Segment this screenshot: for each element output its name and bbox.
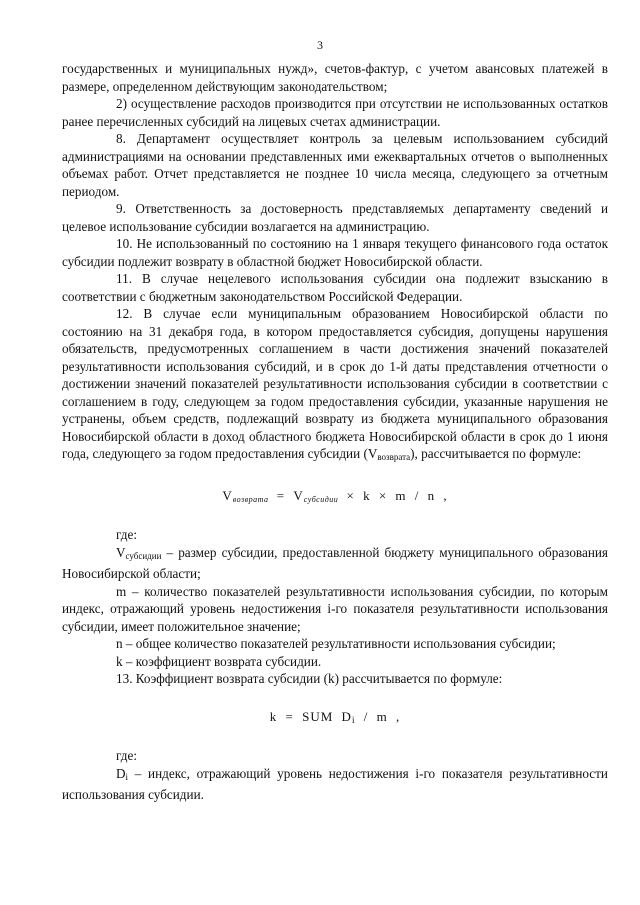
def-v-sub: субсидии (125, 550, 162, 561)
formula1-v1: V (222, 487, 233, 503)
paragraph-item-2: 2) осуществление расходов производится при отсутствии не использованных остатков ранее перечисленных субсидий на лицевых счетах администрации. (62, 96, 608, 129)
formula2-right: / m , (363, 708, 401, 724)
formula1-v1-sub: возврата (232, 494, 269, 504)
def-v: V (116, 544, 126, 560)
formula1-eq: = (276, 487, 286, 503)
paragraph-12-text: 12. В случае если муниципальным образованием Новосибирской области по состоянию на 31 декабря года, в котором предоставляется субсидия, допущены нарушения обязательств, предусмотренных соглашением в части достижения значений показателей результативности использования субсидий, и в срок до 1-й даты представления отчетности о достижении значений показателей результативности использования субсидии в соответствии с соглашением в году, следующем за годом предоставления субсидии, указанные нарушения не устранены, объем средств, подлежащий возврату из бюджета муниципального образования Новосибирской области в доход областного бюджета Новосибирской области в срок до 1 июня года, следующего за годом предоставления субсидии (V (62, 306, 608, 461)
where-label-1: где: (116, 527, 137, 542)
paragraph-10: 10. Не использованный по состоянию на 1 января текущего финансового года остаток субсидии подлежит возврату в областной бюджет Новосибирской области. (62, 236, 608, 269)
def-d-sub: i (125, 771, 129, 782)
formula2-sub: i (351, 714, 356, 725)
formula1-v2: V (293, 487, 304, 503)
paragraph-0: государственных и муниципальных нужд», счетов-фактур, с учетом авансовых платежей в размере, определенном действующим законодательством; (62, 61, 608, 94)
page-number: 3 (317, 38, 323, 52)
definition-m: m – количество показателей результативности использования субсидии, по которым индекс, отражающий уровень недостижения i-го показателя результативности использования субсидии, имеет положительное значение; (62, 583, 608, 634)
def-d: D (116, 765, 126, 781)
paragraph-9: 9. Ответственность за достоверность представляемых департаменту сведений и целевое использование субсидии возлагается на администрацию. (62, 201, 608, 234)
paragraph-12 (62, 305, 608, 467)
paragraph-12-subscript: возврата (377, 452, 411, 462)
formula1-rest: × k × m / n , (346, 487, 448, 503)
definition-k: k – коэффициент возврата субсидии. (116, 653, 322, 669)
def-v-text: – размер субсидии, предоставленной бюджету муниципального образования Новосибирской области; (62, 544, 608, 581)
definition-d-index (62, 765, 608, 804)
paragraph-11: 11. В случае нецелевого использования субсидии она подлежит взысканию в соответствии с бюджетным законодательством Российской Федерации. (62, 271, 608, 304)
paragraph-13: 13. Коэффициент возврата субсидии (k) рассчитывается по формуле: (116, 671, 503, 686)
definition-v-subsidy (62, 544, 608, 583)
formula1-v2-sub: субсидии (303, 494, 339, 504)
paragraph-8: 8. Департамент осуществляет контроль за целевым использованием субсидий администрациями на основании представленных ими ежеквартальных отчетов о выполненных объемах работ. Отчет представляется не позднее 10 числа месяца, следующего за отчетным периодом. (62, 131, 608, 199)
def-d-text: – индекс, отражающий уровень недостижения i-го показателя результативности использования субсидии. (62, 765, 608, 802)
definition-n: n – общее количество показателей результативности использования субсидии; (116, 636, 556, 651)
formula-return-coefficient (62, 708, 608, 730)
formula2-left: k = SUM D (269, 708, 352, 724)
paragraph-12-end: ), рассчитывается по формуле: (410, 446, 582, 461)
formula-return-volume (62, 487, 608, 509)
document-body (62, 60, 608, 804)
where-label-2: где: (116, 748, 137, 763)
